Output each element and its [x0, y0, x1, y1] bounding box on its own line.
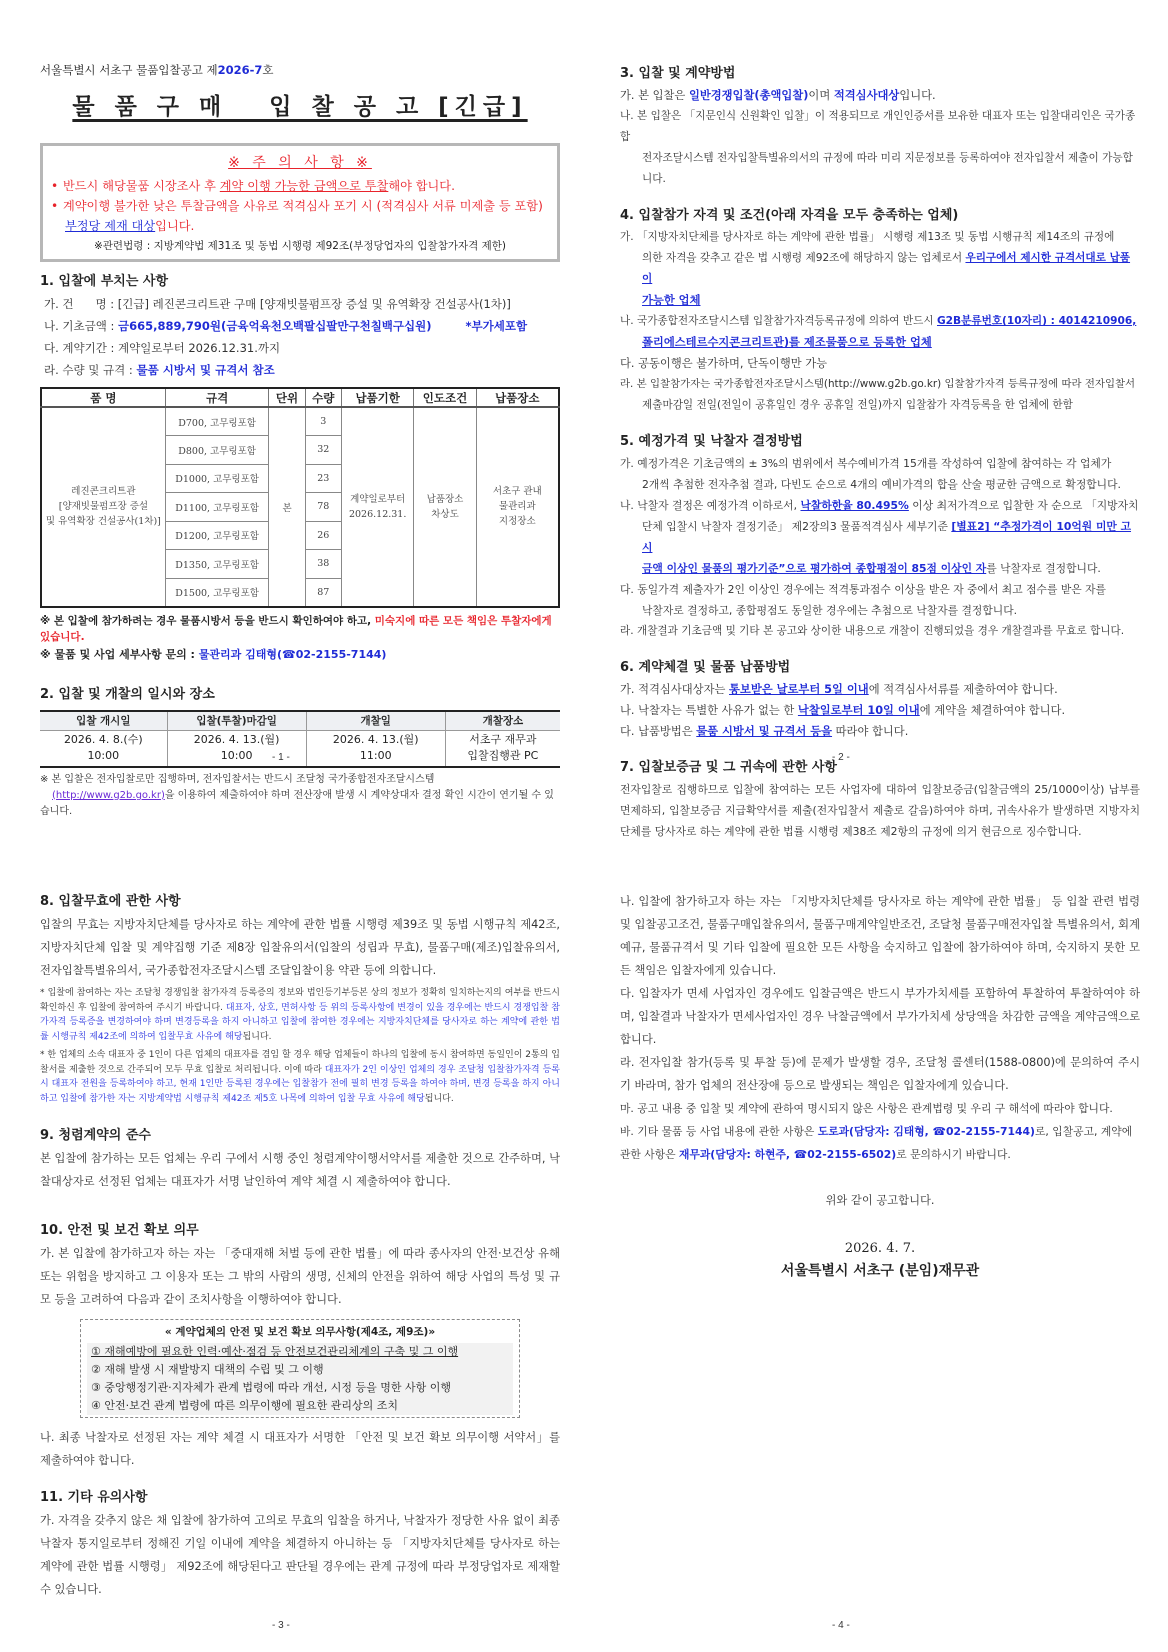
item-name-line: 및 유역확장 건설공사(1차)] [45, 516, 161, 528]
item-label: 나. 기초금액 : [44, 319, 119, 333]
para-text: 나. 낙찰자 결정은 예정가격 이하로서, [620, 499, 801, 512]
section-4-item-d-cont: 제출마감일 전일(전일이 공휴일인 경우 공휴일 전일)까지 입찰참가 자격등록을 한 업체에 한함 [642, 399, 1073, 411]
para-text: 를 낙찰자로 결정합니다. [986, 562, 1101, 575]
warning-text-underlined: 계약 이행 가능한 금액으로 투찰 [219, 179, 389, 193]
emphasis-text: 금액 이상인 물품의 평가기준”으로 평가하여 종합평점이 85점 이상인 자 [642, 562, 987, 575]
page-1 [40, 62, 560, 820]
items-table [40, 387, 560, 608]
section-11-item-d: 라. 전자입찰 참가(등록 및 투찰 등)에 문제가 발생할 경우, 조달청 콜센터(1588-0800)에 문의하여 주시기 바라며, 참가 업체의 전산장애 등으로 발생되는 책임은 입찰자에게 있습니다. [620, 1056, 1140, 1092]
para-text: 가. 본 입찰은 [620, 89, 689, 102]
section-4-item-d: 라. 본 입찰참가자는 국가종합전자조달시스템(http://www.g2b.go.kr) 입찰참가자격 등록규정에 따라 전자입찰서 [620, 378, 1136, 390]
warning-line-2: • 계약이행 불가한 낮은 투찰금액을 사유로 적격심사 포기 시 (적격심사 서류 미제출 등 포함) [51, 199, 543, 213]
section-10-item-b: 나. 최종 낙찰자로 선정된 자는 계약 체결 시 대표자가 서명한 「안전 및 보건 확보 의무이행 서약서」를 제출하여야 합니다. [40, 1431, 560, 1467]
section-8-heading: 8. 입찰무효에 관한 사항 [40, 894, 181, 909]
para-text: 에 계약을 체결하여야 합니다. [919, 704, 1066, 717]
page-number-4: - 4 - [832, 1620, 850, 1631]
announcement-date: 2026. 4. 7. [844, 1241, 916, 1256]
finance-dept-contact: 재무과(담당자: 하현주, ☎02-2155-6502) [679, 1148, 897, 1161]
note-warning-text: 미숙지에 따른 모든 책임은 투찰자에게 있습니다. [40, 614, 552, 643]
para-text: 다. 납품방법은 [620, 725, 697, 738]
cell-line: 입찰집행관 PC [467, 749, 539, 763]
para-text: 에 적격심사서류를 제출하여야 합니다. [868, 683, 1058, 696]
para-text: 의한 자격을 갖추고 같은 법 시행령 제92조에 해당하지 않는 업체로서 [642, 252, 966, 264]
warning-text: 해야 합니다. [388, 179, 455, 193]
table-row [41, 407, 559, 436]
col-header: 규격 [165, 388, 269, 407]
warning-box [40, 143, 560, 262]
section-4-item-a-cont2 [620, 290, 1140, 311]
schedule-row [40, 731, 560, 767]
qty-cell: 87 [305, 578, 341, 607]
section-7-text: 전자입찰로 집행하므로 입찰에 참여하는 모든 사업자에 대하여 입찰보증금(입찰금액의 25/1000이상) 납부를 면제하되, 입찰보증금 지급확약서를 제출(전자입찰서 제출로 갈음)하여야 하며, 귀속사유가 발생하면 지방자치단체를 당사자로 하는 계약에 관한 법률 시행령 제38조 제2항의 규정에 의거 현금으로 징수합니다. [620, 783, 1140, 838]
page-2 [620, 62, 1140, 842]
item-label: 가. 건 명 : [44, 297, 118, 311]
schedule-header-row [40, 711, 560, 731]
delivery-place-line: 서초구 관내 [492, 486, 542, 498]
table-note-1 [40, 613, 560, 645]
warning-text: 입니다. [155, 219, 195, 233]
lower-limit-rate: 낙찰하한율 80.495% [800, 499, 909, 512]
contact-info: 물관리과 김태형(☎02-2155-7144) [198, 647, 387, 661]
emphasis-text: 낙찰일로부터 10일 이내 [797, 704, 920, 717]
spec-cell: D1350, 고무링포함 [165, 550, 269, 579]
para-text: 나. 낙찰자는 특별한 사유가 없는 한 [620, 704, 798, 717]
opening-date-cell [306, 731, 445, 767]
col-header: 입찰 개시일 [40, 711, 167, 731]
para-text: 이며 [808, 89, 834, 102]
cell-line: 10:00 [220, 749, 253, 763]
notice-number-prefix: 서울특별시 서초구 물품입찰공고 제 [40, 63, 218, 77]
col-header: 수량 [305, 388, 341, 407]
vat-included-note: *부가세포함 [465, 319, 528, 333]
road-dept-contact: 도로과(담당자: 김태형, ☎02-2155-7144) [817, 1125, 1035, 1138]
g2b-code: G2B분류번호(10자리) : 4014210906, [936, 315, 1137, 327]
warning-text: 계약이행 불가한 낮은 투찰금액을 사유로 적격심사 포기 시 (적격심사 서류 미제출 등 포함) [63, 199, 543, 213]
table-note-2 [40, 647, 560, 663]
note-emphasis: 대표자, 상호, 면허사항 등 위의 등록사항에 변경이 있을 경우에는 반드시 경쟁입찰 참가자격 등록증을 변경하여야 하며 변경등록을 하지 아니하고 입찰에 참여한 경우에는 지방자치단체를 당사자로 하는 계약에 관한 법률 시행규칙 제42조에 의하여 입찰무효 사유에 해당 [40, 1002, 560, 1042]
safety-box-title: « 계약업체의 안전 및 보건 확보 의무사항(제4조, 제9조)» [164, 1326, 436, 1338]
unit-cell: 본 [269, 407, 305, 607]
warning-text: 반드시 해당물품 시장조사 후 [63, 179, 220, 193]
item-project-name [40, 293, 560, 315]
document-title-text: 물 품 구 매 입 찰 공 고 [긴급] [72, 94, 528, 120]
note-emphasis: 대표자가 2인 이상인 업체의 경우 조달청 입찰참가자격 등록 시 대표자 전원을 등록하여야 하고, 현재 1인만 등록된 경우에는 입찰참가 전에 필히 변경 등록을 하여야 하며, 변경 등록을 하지 아니하고 입찰에 참가한 자는 지방계약법 시행규칙 제42조 제5호 나목에 의하여 입찰 무효 사유에 해당 [40, 1064, 560, 1104]
page-number-2: - 2 - [832, 752, 850, 763]
schedule-table [40, 710, 560, 768]
safety-item: ② 재해 발생 시 재발방지 대책의 수립 및 그 이행 [87, 1361, 513, 1379]
notice-number-value: 2026-7 [217, 63, 263, 77]
item-name-line: [양재빗물펌프장 증설 [58, 501, 149, 513]
section-5-item-a-cont: 2개씩 추첨한 전자추첨 결과, 다빈도 순으로 4개의 예비가격의 합을 산술 평균한 금액으로 확정합니다. [642, 478, 1121, 491]
item-value: 금665,889,790원(금육억육천오백팔십팔만구천칠백구십원) [118, 319, 432, 333]
para-text: 이상 최저가격으로 입찰한 자 순으로 「지방자치 [908, 499, 1139, 512]
section-5-item-b-cont2 [620, 558, 1140, 579]
bid-start-cell [40, 731, 167, 767]
col-header: 납품장소 [476, 388, 559, 407]
item-contract-period [40, 337, 560, 359]
safety-item: ① 재해예방에 필요한 인력·예산·점검 등 안전보건관리체계의 구축 및 그 이행 [87, 1343, 513, 1361]
section-5-item-d: 라. 개찰결과 기초금액 및 기타 본 공고와 상이한 내용으로 개찰이 진행되었을 경우 개찰결과를 무효로 합니다. [620, 625, 1125, 637]
note-text: * 한 업체의 소속 대표자 중 1인이 다른 업체의 대표자를 겸임 할 경우 해당 업체들이 하나의 입찰에 동시 참여하면 동일인이 2통의 입찰서를 제출한 것으로 간주되어 모두 무효 입찰로 처리됩니다. 이에 따라 [40, 1050, 560, 1075]
delivery-place-cell [476, 407, 559, 607]
col-header: 납품기한 [341, 388, 414, 407]
section-10-item-a: 가. 본 입찰에 참가하고자 하는 자는 「중대재해 처벌 등에 관한 법률」에 따라 종사자의 안전·보건상 유해 또는 위험을 방지하고 그 이용자 또는 그 밖의 사람의 생명, 신체의 안전을 위하여 해당 사업의 특성 및 규모 등을 고려하여 다음과 같이 조치사항을 이행하여야 합니다. [40, 1247, 560, 1306]
qty-cell: 26 [305, 521, 341, 550]
sanction-target-text: 부정당 제재 대상 [65, 219, 156, 233]
section-11-item-a: 가. 자격을 갖추지 않은 채 입찰에 참가하여 고의로 무효의 입찰을 하거나, 낙찰자가 정당한 사유 없이 최종 낙찰자 통지일로부터 정해진 기일 이내에 계약을 체결하지 아니하는 등 「지방자치단체를 당사자로 하는 계약에 관한 법률 시행령」 제92조에 해당된다고 판단될 경우에는 관계 규정에 따라 부정당업자로 제재할 수 있습니다. [40, 1514, 560, 1596]
note-text: ※ 물품 및 사업 세부사항 문의 : [40, 647, 199, 661]
opening-place-cell [445, 731, 560, 767]
note-text: ※ 본 입찰은 전자입찰로만 집행하며, 전자입찰서는 반드시 조달청 국가종합전자조달시스템 [40, 773, 435, 785]
section-4-item-b [620, 311, 1140, 332]
section-9-text: 본 입찰에 참가하는 모든 업체는 우리 구에서 시행 중인 청렴계약이행서약서를 제출한 것으로 간주하며, 낙찰대상자로 선정된 업체는 대표자가 서명 날인하여 계약 체결 시 제출하여야 합니다. [40, 1152, 560, 1188]
section-6-item-a [620, 679, 1140, 700]
item-value: 계약일로부터 2026.12.31.까지 [118, 341, 281, 355]
section-6-item-b [620, 700, 1140, 721]
section-4-heading: 4. 입찰참가 자격 및 조건(아래 자격을 모두 충족하는 업체) [620, 208, 959, 223]
cell-line: 2026. 4. 13.(월) [193, 733, 280, 747]
emphasis-text: 가능한 업체 [642, 294, 701, 307]
page-number-3: - 3 - [272, 1620, 290, 1631]
cell-line: 10:00 [87, 749, 120, 763]
section-8-text: 입찰의 무효는 지방자치단체를 당사자로 하는 계약에 관한 법률 시행령 제39조 및 동법 시행규칙 제42조, 지방자치단체 입찰 및 계약집행 기준 제8장 입찰유의서(입찰의 성립과 무효), 물품구매(제조)입찰유의서, 전자입찰특별유의서, 국가종합전자조달시스템 조달입찰이용 약관 등에 의합니다. [40, 918, 560, 977]
bid-type: 일반경쟁입찰(총액입찰) [688, 89, 809, 102]
cell-line: 2026. 4. 13.(월) [332, 733, 419, 747]
para-text: 가. 적격심사대상자는 [620, 683, 729, 696]
delivery-place-line: 지정장소 [498, 516, 536, 528]
section-11-item-e: 마. 공고 내용 중 입찰 및 계약에 관하여 명시되지 않은 사항은 관계법령 및 우리 구 해석에 따라야 합니다. [620, 1102, 1113, 1115]
col-header: 인도조건 [414, 388, 476, 407]
emphasis-text: 물품 시방서 및 규격서 등을 [696, 725, 833, 738]
cell-line: 서초구 재무과 [469, 733, 537, 747]
section-11-item-c: 다. 입찰자가 면세 사업자인 경우에도 입찰금액은 반드시 부가가치세를 포함하여 투찰하여 투찰하여야 하며, 입찰결과 낙찰자가 면세사업자인 경우 낙찰금액에서 부가가치세 상당액을 차감한 금액을 계약금액으로 합니다. [620, 987, 1140, 1046]
section-10-heading: 10. 안전 및 보건 확보 의무 [40, 1223, 199, 1238]
section-11-item-b: 나. 입찰에 참가하고자 하는 자는 「지방자치단체를 당사자로 하는 계약에 관한 법률」 등 입찰 관련 법령 및 입찰공고조건, 물품구매입찰유의서, 물품구매계약일반조건, 조달청 물품구매전자입찰 특별유의서, 회계예규, 물품규격서 및 기타 입찰에 필요한 모든 사항을 숙지하고 입찰에 참가하여야 하며, 숙지하지 못한 모든 책임은 입찰자에게 있습니다. [620, 895, 1140, 977]
review-target: 적격심사대상 [833, 89, 900, 102]
col-header: 단위 [269, 388, 305, 407]
para-text: 입니다. [899, 89, 936, 102]
note-text: 을 이용하여 제출하여야 하며 전산장애 발생 시 계약상대자 결정 확인 시간이 연기될 수 있습니다. [40, 789, 554, 817]
section-5-item-c-cont: 낙찰자로 결정하고, 종합평점도 동일한 경우에는 추첨으로 낙찰자를 결정합니다. [642, 604, 1018, 617]
g2b-link[interactable]: (http://www.g2b.go.kr) [52, 789, 165, 801]
deadline-line: 2026.12.31. [348, 508, 407, 520]
document-title [40, 88, 560, 121]
cell-line: 11:00 [359, 749, 392, 763]
para-text: 따라야 합니다. [832, 725, 909, 738]
spec-cell: D1500, 고무링포함 [165, 578, 269, 607]
page-number-1: - 1 - [272, 752, 290, 763]
qty-cell: 38 [305, 550, 341, 579]
delivery-place-line: 물관리과 [498, 501, 536, 513]
cell-line: 2026. 4. 8.(수) [63, 733, 143, 747]
section-5-heading: 5. 예정가격 및 낙찰자 결정방법 [620, 434, 803, 449]
col-header: 개찰장소 [445, 711, 560, 731]
qty-cell: 78 [305, 493, 341, 522]
section-9-heading: 9. 청렴계약의 준수 [40, 1128, 151, 1143]
delivery-condition-cell [414, 407, 476, 607]
notice-number [40, 62, 560, 78]
spec-cell: D700, 고무링포함 [165, 407, 269, 436]
section-3-item-a [620, 85, 1140, 106]
para-text: 단체 입찰시 낙찰자 결정기준」 제2장의3 물품적격심사 세부기준 [642, 520, 952, 533]
e-bidding-note [40, 772, 560, 820]
spec-cell: D1200, 고무링포함 [165, 521, 269, 550]
delivery-condition-line: 차상도 [431, 508, 459, 520]
section-1-heading: 1. 입찰에 부치는 사항 [40, 274, 169, 289]
note-text: * 입찰에 참여하는 자는 조달청 경쟁입찰 참가자격 등록증의 정보와 법인등기부등본 상의 정보가 정확히 일치하는지의 여부를 반드시 확인하신 후 입찰에 참여하여 주시기 바랍니다. [40, 988, 560, 1013]
emphasis-text: 폴리에스테르수지콘크리트관)를 제조물품으로 등록한 업체 [642, 336, 932, 349]
item-name-cell [41, 407, 165, 607]
section-3-item-b: 나. 본 입찰은 「지문인식 신원확인 입찰」이 적용되므로 개인인증서를 보유한 대표자 또는 입찰대리인은 국가종합 [620, 110, 1136, 143]
qty-cell: 32 [305, 436, 341, 465]
warning-line-3 [51, 216, 549, 236]
item-label: 다. 계약기간 : [44, 341, 119, 355]
section-4-item-b-cont [620, 332, 1140, 353]
item-quantity-spec [40, 359, 560, 381]
item-base-amount [40, 315, 560, 337]
para-text: 바. 기타 물품 등 사업 내용에 관한 사항은 [620, 1125, 818, 1138]
delivery-condition-line: 납품장소 [426, 493, 464, 505]
section-2-heading: 2. 입찰 및 개찰의 일시와 장소 [40, 686, 215, 702]
section-4-item-a: 가. 「지방자치단체를 당사자로 하는 계약에 관한 법률」 시행령 제13조 및 동법 시행규칙 제14조의 규정에 [620, 231, 1115, 243]
para-text: 로, 입찰공고, 계약에 관한 사항은 [620, 1125, 1133, 1161]
col-header: 개찰일 [306, 711, 445, 731]
section-11-item-f [620, 1120, 1140, 1166]
safety-obligations-box [80, 1319, 520, 1418]
section-5-item-b-cont [620, 516, 1140, 558]
item-name-line: 레진콘크리트관 [71, 486, 136, 498]
item-label: 라. 수량 및 규격 : [44, 363, 137, 377]
qty-cell: 23 [305, 464, 341, 493]
items-table-header [41, 388, 559, 407]
para-text: 로 문의하시기 바랍니다. [896, 1148, 1011, 1161]
deadline-cell [341, 407, 414, 607]
signer: 서울특별시 서초구 (분임)재무관 [780, 1263, 980, 1279]
para-text: 나. 국가종합전자조달시스템 입찰참가자격등록규정에 의하여 반드시 [620, 315, 937, 327]
item-value: 물품 시방서 및 규격서 참조 [136, 363, 275, 377]
item-value: [긴급] 레진콘크리트관 구매 [양재빗물펌프장 증설 및 유역확장 건설공사(1차)] [117, 297, 511, 311]
section-3-item-b-cont: 전자조달시스템 전자입찰특별유의서의 규정에 따라 미리 지문정보를 등록하여야 전자입찰서 제출이 가능합니다. [642, 152, 1133, 185]
warning-title: ※ 주 의 사 항 ※ [228, 155, 372, 171]
note-text: ※ 본 입찰에 참가하려는 경우 물품시방서 등을 반드시 확인하여야 하고, [40, 614, 375, 627]
closing-statement: 위와 같이 공고합니다. [825, 1194, 935, 1207]
col-header: 품 명 [41, 388, 165, 407]
col-header: 입찰(투찰)마감일 [167, 711, 306, 731]
section-5-item-c: 다. 동일가격 제출자가 2인 이상인 경우에는 적격통과점수 이상을 받은 자 중에서 최고 점수를 받은 자를 [620, 583, 1106, 596]
section-4-item-a-cont [620, 248, 1140, 290]
deadline-line: 계약일로부터 [350, 493, 406, 505]
qty-cell: 3 [305, 407, 341, 436]
section-7-heading: 7. 입찰보증금 및 그 귀속에 관한 사항 [620, 760, 837, 775]
spec-cell: D1000, 고무링포함 [165, 464, 269, 493]
emphasis-text: 우리구에서 제시한 규격서대로 납품이 [642, 252, 1131, 285]
warning-line-1: • 반드시 해당물품 시장조사 후 계약 이행 가능한 금액으로 투찰해야 합니다. [51, 179, 455, 193]
emphasis-text: [별표2] “추정가격이 10억원 미만 고시 [642, 520, 1132, 554]
notice-number-suffix: 호 [262, 63, 274, 77]
safety-item: ④ 안전·보건 관계 법령에 따른 의무이행에 필요한 관리상의 조치 [87, 1397, 513, 1415]
section-4-item-c: 다. 공동이행은 불가하며, 단독이행만 가능 [620, 357, 828, 370]
safety-item: ③ 중앙행정기관·지자체가 관계 법령에 따라 개선, 시정 등을 명한 사항 이행 [87, 1379, 513, 1397]
emphasis-text: 통보받은 날로부터 5일 이내 [729, 683, 869, 696]
section-8-star-note-1 [40, 986, 560, 1044]
note-text: 됩니다. [242, 1031, 272, 1042]
section-8-star-note-2 [40, 1048, 560, 1106]
section-5-item-a: 가. 예정가격은 기초금액의 ± 3%의 범위에서 복수예비가격 15개를 작성하여 입찰에 참여하는 각 업체가 [620, 457, 1112, 470]
section-6-item-c [620, 721, 1140, 742]
note-text: 됩니다. [424, 1093, 454, 1104]
section-3-heading: 3. 입찰 및 계약방법 [620, 66, 736, 81]
spec-cell: D1100, 고무링포함 [165, 493, 269, 522]
section-11-heading: 11. 기타 유의사항 [40, 1490, 148, 1505]
page-3 [40, 890, 560, 1601]
related-law: ※관련법령 : 지방계약법 제31조 및 동법 시행령 제92조(부정당업자의 입찰참가자격 제한) [93, 240, 506, 252]
page-4 [620, 890, 1140, 1280]
section-6-heading: 6. 계약체결 및 물품 납품방법 [620, 660, 791, 675]
spec-cell: D800, 고무링포함 [165, 436, 269, 465]
section-5-item-b [620, 495, 1140, 516]
